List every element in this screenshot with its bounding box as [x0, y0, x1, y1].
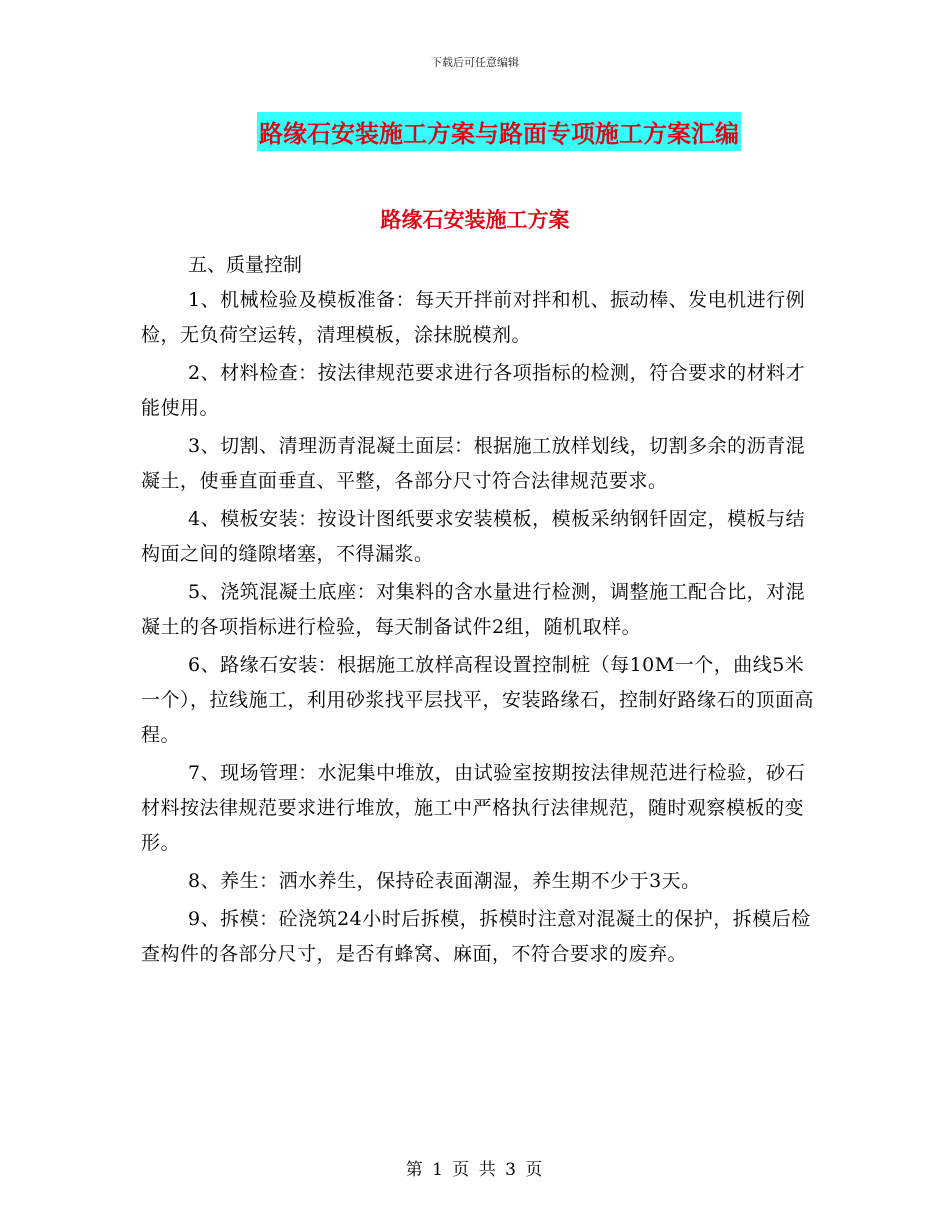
paragraph-5: 5、浇筑混凝土底座：对集料的含水量进行检测，调整施工配合比，对混凝土的各项指标进行检验，每天制备试件2组，随机取样。: [141, 581, 806, 638]
paragraph-7: 7、现场管理：水泥集中堆放，由试验室按期按法律规范进行检验，砂石材料按法律规范要求进行堆放，施工中严格执行法律规范，随时观察模板的变形。: [141, 762, 806, 854]
paragraph-8: 8、养生：洒水养生，保持砼表面潮湿，养生期不少于3天。: [188, 870, 701, 892]
section-title: 路缘石安装施工方案: [380, 207, 570, 232]
paragraph-4: 4、模板安装：按设计图纸要求安装模板，模板采纳钢钎固定，模板与结构面之间的缝隙堵塞，不得漏浆。: [141, 508, 806, 565]
paragraph-6: 6、路缘石安装：根据施工放样高程设置控制桩（每10M一个，曲线5米一个），拉线施工，利用砂浆找平层找平，安装路缘石，控制好路缘石的顶面高程。: [141, 654, 815, 746]
header-note: 下载后可任意编辑: [431, 56, 519, 69]
paragraph-3: 3、切割、清理沥青混凝土面层：根据施工放样划线，切割多余的沥青混凝土，使垂直面垂直、平整，各部分尺寸符合法律规范要求。: [141, 435, 806, 492]
document-body: [141, 248, 821, 975]
document-title: [0, 112, 950, 151]
paragraph-9: 9、拆模：砼浇筑24小时后拆模，拆模时注意对混凝土的保护，拆模后检查构件的各部分尺寸，是否有蜂窝、麻面，不符合要求的废弃。: [141, 908, 811, 965]
paragraph-1: 1、机械检验及模板准备：每天开拌前对拌和机、振动棒、发电机进行例检，无负荷空运转，清理模板，涂抹脱模剂。: [141, 289, 806, 346]
document-title-text: 路缘石安装施工方案与路面专项施工方案汇编: [257, 112, 741, 151]
page-number: 第 1 页 共 3 页: [405, 1160, 545, 1180]
section-heading: 五、质量控制: [188, 254, 303, 276]
paragraph-2: 2、材料检查：按法律规范要求进行各项指标的检测，符合要求的材料才能使用。: [141, 362, 806, 419]
